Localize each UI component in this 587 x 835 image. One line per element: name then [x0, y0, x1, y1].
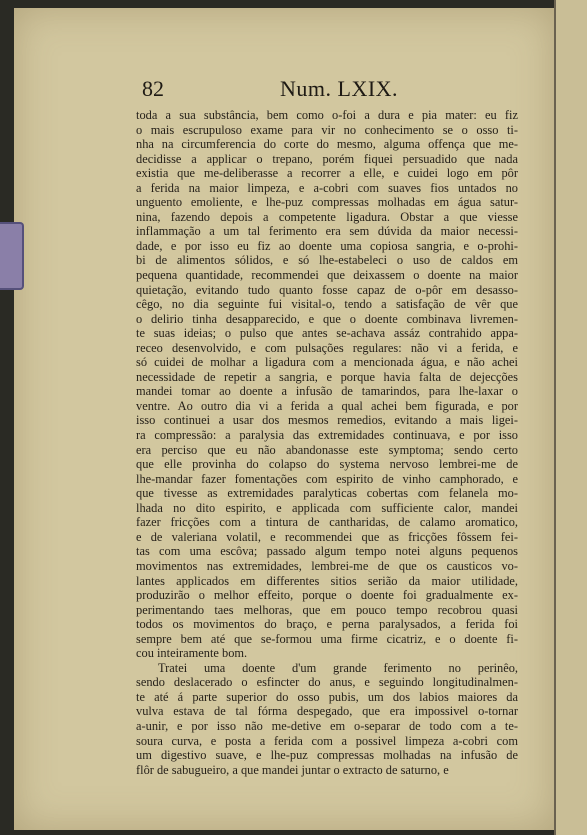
text-line: toda a sua substância, bem como o-foi a dura e pia mater: eu fiz	[136, 108, 518, 122]
text-line: sendo deslacerado o esfincter do anus, e seguindo longitudinalmen-	[136, 675, 518, 690]
text-line: cou inteiramente bom.	[136, 646, 248, 661]
text-line: lhada no dito espirito, e applicada com sufficiente calor, mandei	[136, 500, 518, 515]
text-line: todos os movimentos do braço, e perna paralysados, a ferida foi	[136, 617, 518, 632]
page-number: 82	[142, 76, 164, 101]
text-line: a-unir, e por isso não me-detive em o-separar de todo com a te-	[136, 718, 518, 733]
text-line: te até á parte superior do osso pubis, um dos labios maiores da	[136, 689, 518, 704]
text-line: o mais escrupuloso exame para vir no conhecimento se o osso ti-	[136, 122, 518, 137]
page-header	[142, 76, 442, 106]
text-line: vulva estava de tal fórma despegado, que era impossivel o-tornar	[136, 704, 518, 719]
text-line: ra compressão: a paralysia das extremidades continuava, e por isso	[136, 428, 518, 443]
text-line: existia que me-deliberasse a recorrer a elle, e cuidei logo em pôr	[136, 166, 518, 181]
text-line: perimentando taes melhoras, que em pouco tempo recobrou quasi	[136, 602, 518, 617]
text-line: que tivesse as extremidades paralyticas cobertas com felanela mo-	[136, 486, 518, 501]
text-line: unguento emoliente, e lhe-puz compressas molhadas em água satur-	[136, 195, 518, 210]
text-line: um digestivo suave, e lhe-puz compressas molhadas na infusão de	[136, 748, 518, 763]
text-line: tas com uma escôva; passado algum tempo notei alguns pequenos	[136, 544, 518, 559]
text-line: flôr de sabugueiro, a que mandei juntar o extracto de saturno, e	[136, 762, 449, 777]
text-line: quietação, evitando tudo quanto fosse capaz de o-pôr em desasso-	[136, 282, 518, 297]
text-line: que elle provinha do colapso do systema nervoso lembrei-me de	[136, 457, 518, 472]
text-line: bi de alimentos sólidos, e só lhe-estabeleci o uso de caldos em	[136, 253, 518, 268]
text-line: movimentos nas extremidades, lembrei-me de que os causticos vo-	[136, 558, 518, 573]
text-line: pequena quantidade, recommendei que deixassem o doente na maior	[136, 268, 518, 283]
text-line: nha na circumferencia do corte do mesmo, alguma offença que me-	[136, 137, 518, 152]
text-line: soura curva, e posta a ferida com a possivel limpeza a-cobri com	[136, 733, 518, 748]
text-line: necessidade de repetir a sangria, e porque havia falta de dejecções	[136, 369, 518, 384]
text-line: mandei tomar ao doente a infusão de tamarindos, para lhe-laxar o	[136, 384, 518, 399]
page-marker-tab	[0, 222, 24, 290]
text-line: receo desenvolvido, e com pulsações regulares: não vi a ferida, e	[136, 340, 518, 355]
paragraph-2	[136, 661, 518, 777]
text-line: produzirão o melhor effeito, porque o doente foi gradualmente ex-	[136, 588, 518, 603]
body-text	[136, 108, 518, 777]
paragraph-1	[136, 108, 518, 661]
text-line: ventre. Ao outro dia vi a ferida a qual achei bem figurada, e por	[136, 398, 518, 413]
text-line: decidisse a applicar o trepano, porém fiquei persuadido que nada	[136, 151, 518, 166]
text-line: era perciso que eu não abandonasse este symptoma; sendo certo	[136, 442, 518, 457]
text-line: Tratei uma doente d'um grande ferimento no perinêo,	[158, 660, 518, 675]
text-line: nina, fazendo depois a competente ligadura. Obstar a que viesse	[136, 209, 518, 224]
text-line: o delirio tinha desapparecido, e que o doente combinava livremen-	[136, 311, 518, 326]
text-line: fazer fricções com a tintura de cantharidas, de calamo aromatico,	[136, 515, 518, 530]
text-line: e de valeriana volatil, e recommendei que as fricções fôssem fei-	[136, 529, 518, 544]
text-line: lhe-mandar fazer fomentações com espirito de vinho camphorado, e	[136, 471, 518, 486]
text-line: sempre bem até que se-formou uma firme cicatriz, e o doente fi-	[136, 631, 518, 646]
text-line: a ferida na maior limpeza, e a-cobri com suaves fios untados no	[136, 180, 518, 195]
text-line: lantes applicados em differentes sitios serião da maior utilidade,	[136, 573, 518, 588]
text-line: só cuidei de molhar a ligadura com a mencionada água, e não achei	[136, 355, 518, 370]
text-line: cêgo, no dia seguinte fui visital-o, tendo a satisfação de vêr que	[136, 297, 518, 312]
adjacent-page-edge	[554, 0, 587, 835]
text-line: inflammação a um tal ferimento era sem dúvida da maior necessi-	[136, 224, 518, 239]
running-head: Num. LXIX.	[280, 76, 399, 101]
text-line: dade, e por isso eu fiz ao doente uma copiosa sangria, e o-prohi-	[136, 238, 518, 253]
text-line: te suas ideias; o pulso que antes se-achava assáz contrahido appa-	[136, 326, 518, 341]
text-line: isso continuei a usar dos mesmos remedios, evitando a mais ligei-	[136, 413, 518, 428]
